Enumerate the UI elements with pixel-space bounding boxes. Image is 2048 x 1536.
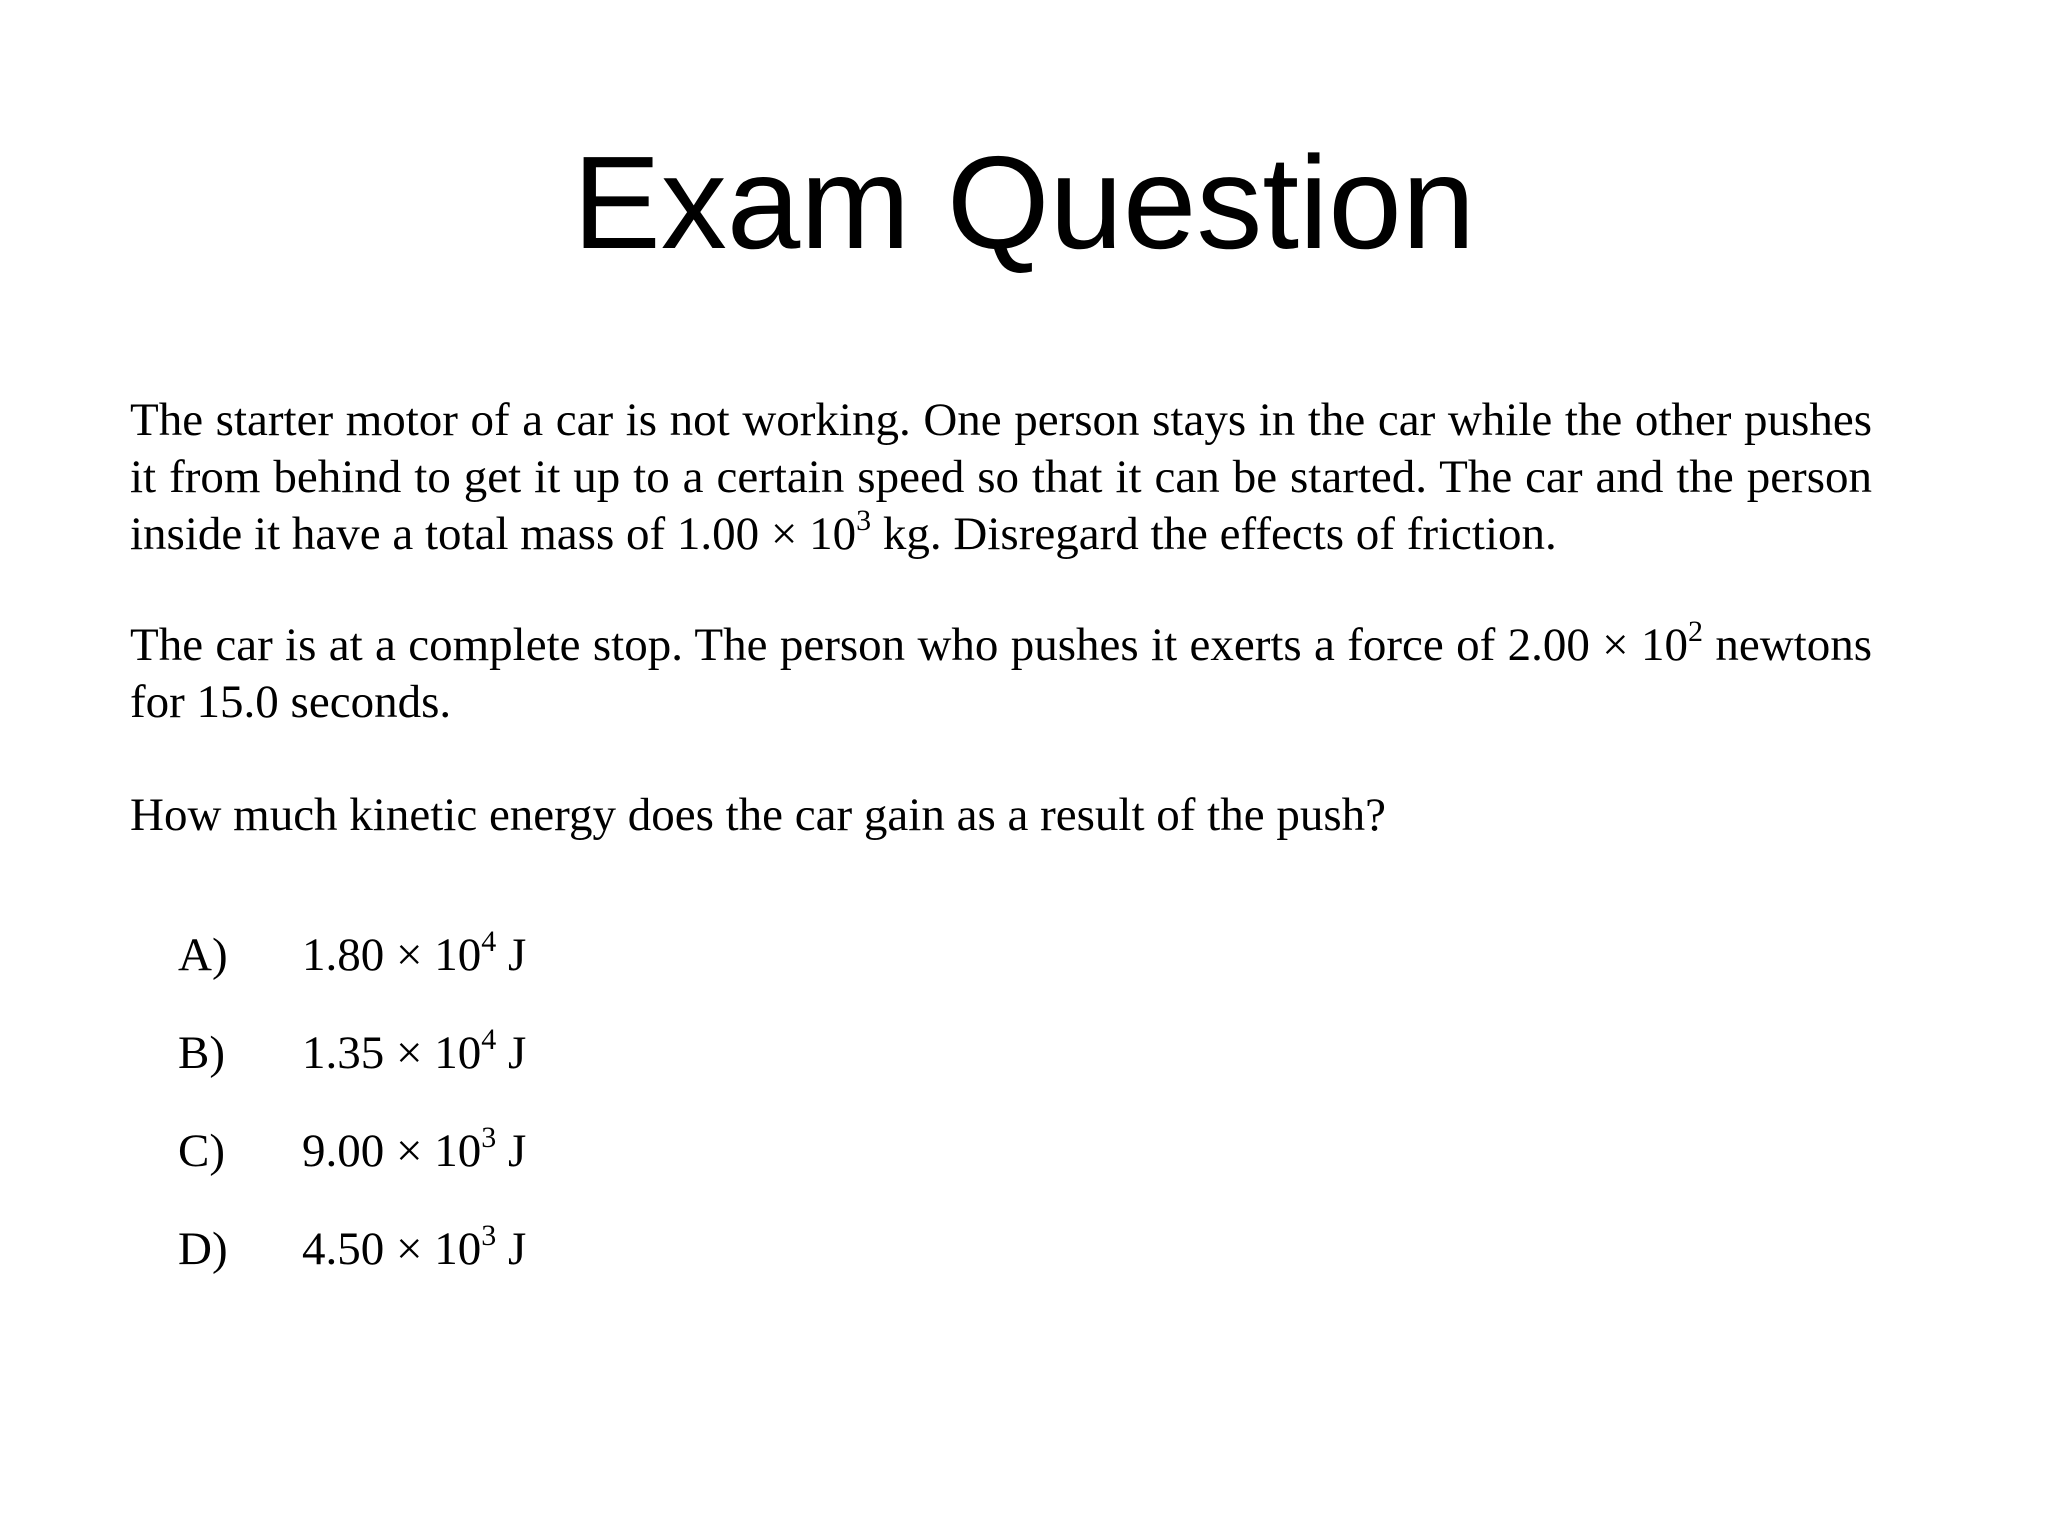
option-exponent: 4 [481,1023,497,1057]
answer-option-d[interactable] [178,1219,527,1320]
option-exponent: 4 [481,925,497,959]
option-label: D) [178,1223,228,1275]
problem-paragraph-1 [130,392,1872,563]
option-label: B) [178,1027,225,1079]
paragraph-2-text-end: newtons for 15.0 seconds. [130,619,1873,728]
option-mantissa: 1.35 × 10 [302,1027,482,1079]
option-value [302,1023,527,1080]
option-unit: J [496,1223,527,1275]
option-unit: J [496,929,527,981]
page-title: Exam Question [572,129,1476,276]
option-mantissa: 4.50 × 10 [302,1223,482,1275]
paragraph-1-text-end: kg. Disregard the effects of friction. [871,508,1557,560]
problem-paragraph-2 [130,617,1872,731]
paragraph-2-text: The car is at a complete stop. The person who pushes it exerts a force of 2.00 × 10 [130,619,1689,671]
answer-options [178,925,527,1320]
option-mantissa: 1.80 × 10 [302,929,482,981]
answer-option-b[interactable] [178,1023,527,1124]
question-text: How much kinetic energy does the car gain as a result of the push? [130,789,1386,841]
paragraph-1-exponent: 3 [856,504,872,538]
answer-option-c[interactable] [178,1121,527,1222]
option-mantissa: 9.00 × 10 [302,1125,482,1177]
option-exponent: 3 [481,1121,497,1155]
option-exponent: 3 [481,1219,497,1253]
answer-option-a[interactable] [178,925,527,1026]
option-label: C) [178,1125,225,1177]
paragraph-1-text: The starter motor of a car is not working. One person stays in the car while the other pushes it from behind to get it up to a certain speed so that it can be started. The car and the person inside it have a total mass of 1.00 × 10 [130,394,1872,560]
option-unit: J [496,1125,527,1177]
option-value [302,925,527,982]
option-value [302,1121,527,1178]
option-value [302,1219,527,1276]
paragraph-2-exponent: 2 [1688,615,1704,649]
option-label: A) [178,929,228,981]
option-unit: J [496,1027,527,1079]
